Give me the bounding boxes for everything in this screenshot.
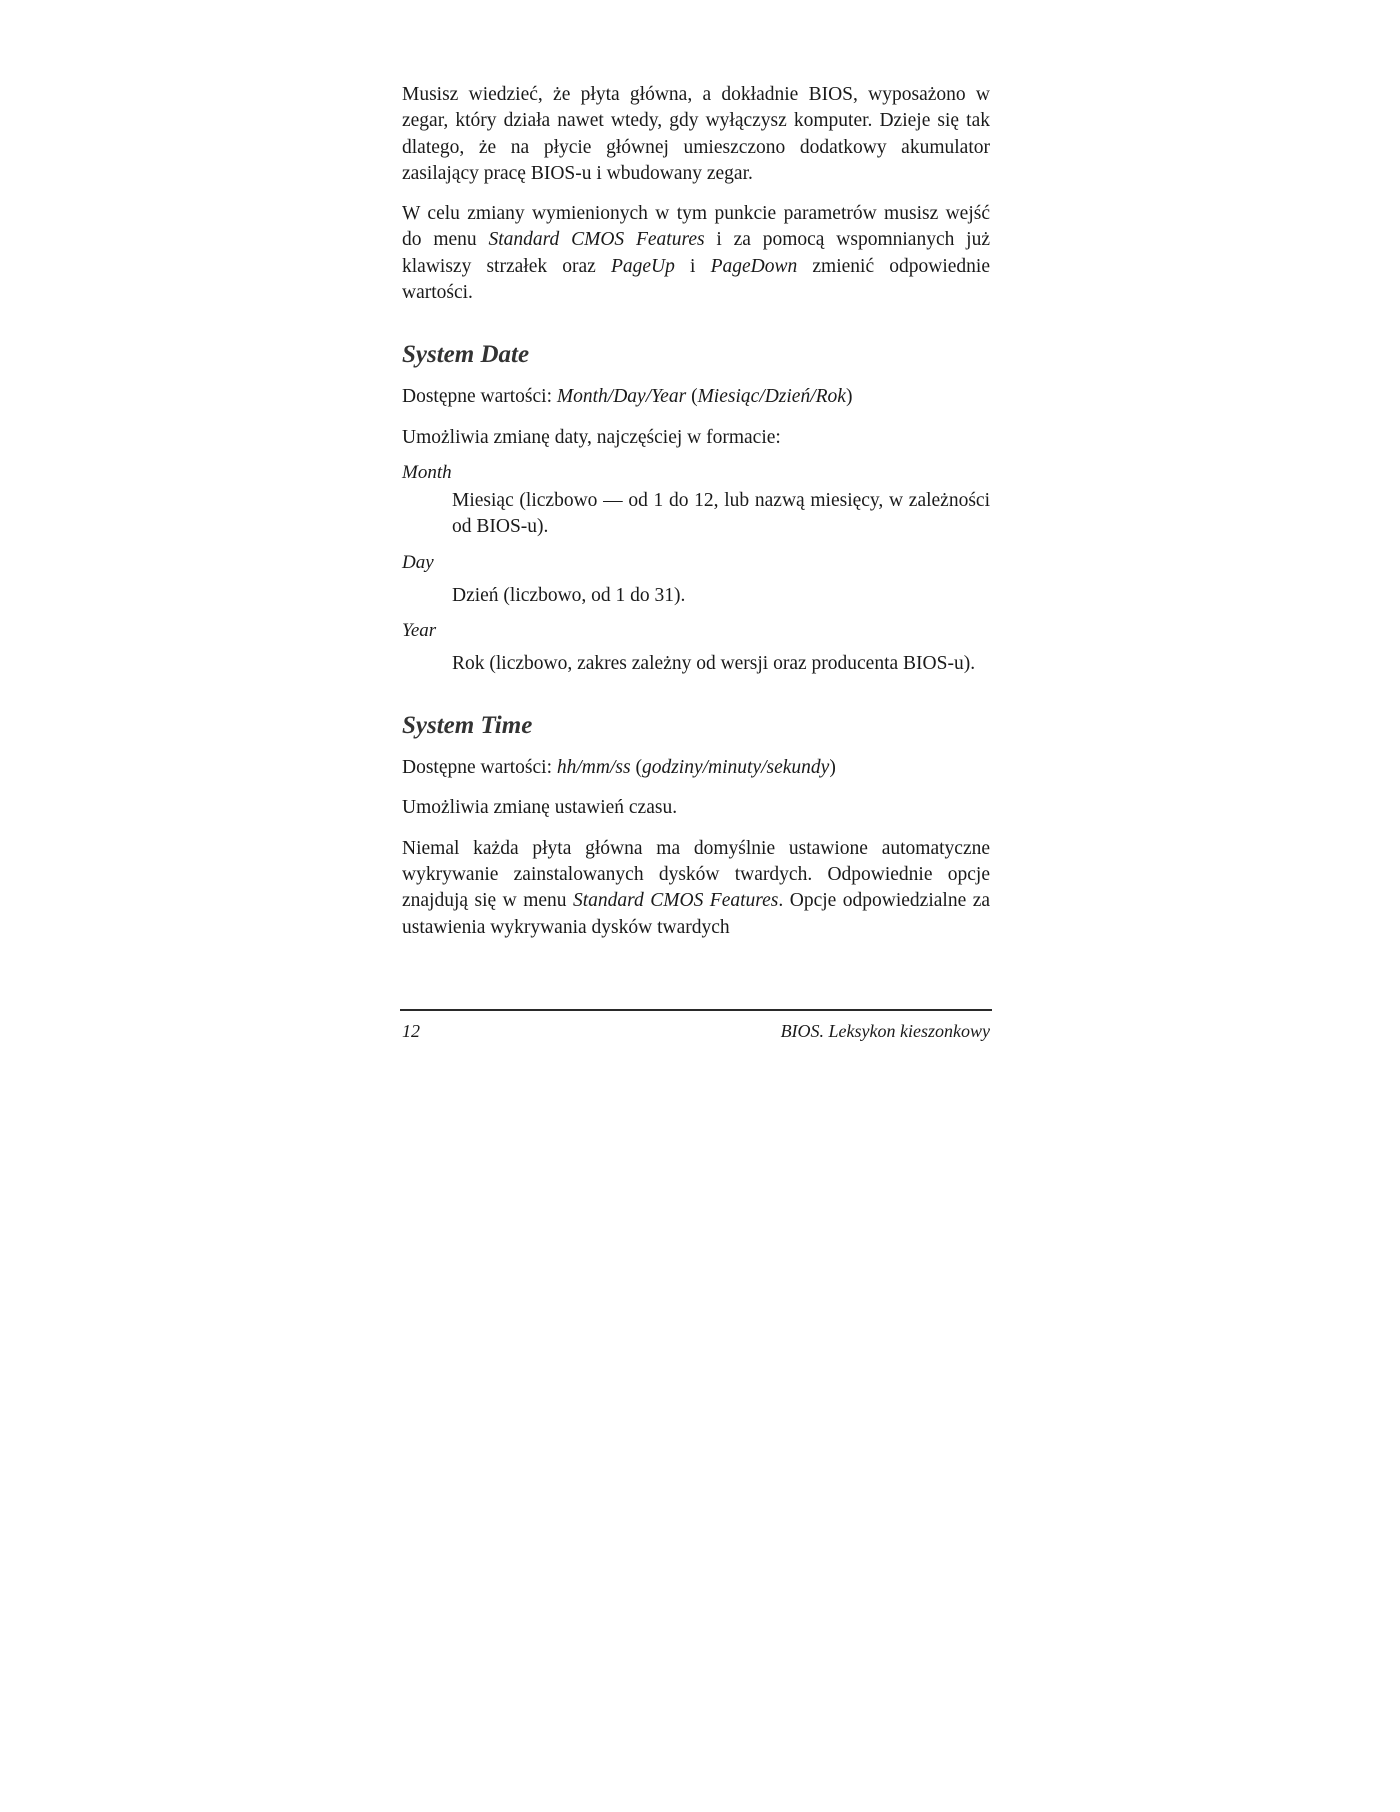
system-date-description: Umożliwia zmianę daty, najczęściej w formacie: — [402, 426, 781, 448]
paragraph-change-instructions — [402, 201, 990, 306]
footer-row — [400, 1020, 992, 1042]
key-name-pagedown: PageDown — [710, 255, 798, 277]
definition-term-year: Year — [402, 619, 437, 641]
running-title: BIOS. Leksykon kieszonkowy — [780, 1021, 990, 1041]
text-run: Niemal każda płyta główna ma domyślnie ustawione automatyczne wykrywanie zainstalowanych dysków twardych. Odpowiednie opcje znajdują się w menu — [402, 837, 990, 912]
paragraph-disk-detection — [402, 836, 990, 941]
definition-term-month: Month — [402, 461, 452, 483]
values-format: hh/mm/ss — [556, 757, 631, 779]
menu-name: Standard CMOS Features — [573, 890, 779, 912]
text-run: ( — [686, 386, 698, 408]
system-date-values — [402, 384, 990, 410]
text-run: Dostępne wartości: — [402, 757, 557, 779]
menu-name: Standard CMOS Features — [488, 229, 705, 251]
values-format-pl: Miesiąc/Dzień/Rok — [697, 386, 846, 408]
key-name-pageup: PageUp — [610, 255, 675, 277]
text-run: ( — [630, 757, 642, 779]
page-body — [402, 82, 990, 941]
definition-desc-month: Miesiąc (liczbowo — od 1 do 12, lub nazwą miesięcy, w zależności od BIOS-u). — [452, 489, 990, 538]
text-run: i za pomocą wspomnianych już klawiszy strzałek oraz — [402, 229, 990, 277]
values-format: Month/Day/Year — [556, 386, 687, 408]
text-run: zmienić odpowiednie wartości. — [402, 255, 990, 304]
heading-system-time: System Time — [402, 712, 533, 740]
text-run: ) — [829, 757, 836, 779]
paragraph-clock-intro: Musisz wiedzieć, że płyta główna, a dokładnie BIOS, wyposażono w zegar, który działa nawet wtedy, gdy wyłączysz komputer. Dzieje się tak dlatego, że na płycie głównej umieszczono dodatkowy akumulator zasilający pracę BIOS-u i wbudowany zegar. — [402, 84, 990, 184]
page-footer — [400, 1009, 992, 1042]
definition-term-day: Day — [402, 551, 434, 573]
definition-desc-year: Rok (liczbowo, zakres zależny od wersji oraz producenta BIOS-u). — [452, 652, 976, 674]
text-run: ) — [845, 386, 853, 408]
system-time-values — [402, 755, 990, 781]
values-format-pl: godziny/minuty/sekundy — [641, 757, 830, 779]
definition-list-date — [402, 461, 990, 677]
text-run: W celu zmiany wymienionych w tym punkcie parametrów musisz wejść do menu — [402, 203, 990, 251]
definition-desc-day: Dzień (liczbowo, od 1 do 31). — [452, 584, 686, 606]
heading-system-date: System Date — [402, 341, 530, 369]
text-run: i — [674, 255, 711, 277]
text-run: Dostępne wartości: — [402, 386, 557, 408]
system-time-description: Umożliwia zmianę ustawień czasu. — [402, 797, 678, 819]
text-run: . Opcje odpowiedzialne za ustawienia wykrywania dysków twardych — [402, 890, 991, 938]
footer-divider — [400, 1009, 992, 1011]
page-number: 12 — [402, 1021, 420, 1041]
